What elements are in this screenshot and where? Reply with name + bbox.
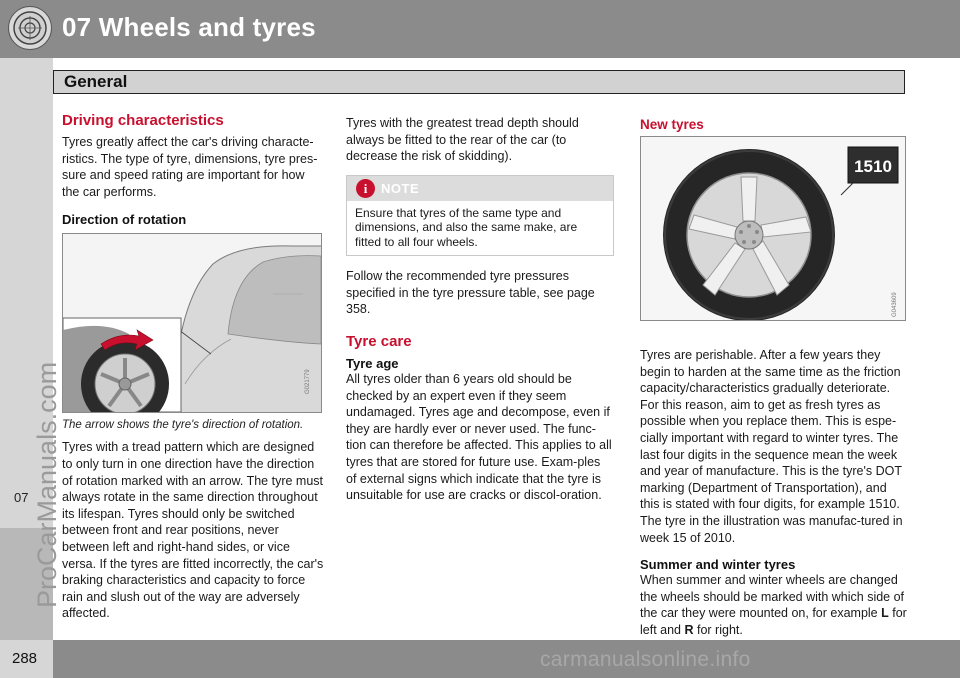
paragraph-direction-of-rotation: Tyres with a tread pattern which are designed to only turn in one direction have the direction of rotation marked with an arrow. The tyre must always rotate in the same direction throughout its lifespan. Tyres should only be switched between front and rear positions, never between left and right-hand sides, or vice versa. If the tyres are fitted incorrectly, the car's braking characteristics and capacity to force rain and slush out of the way are adversely affected. [62, 440, 324, 621]
figure-rotation-illustration [62, 233, 322, 413]
paragraph-tyre-pressures: Follow the recommended tyre pressures specified in the tyre pressure table, see page 358. [346, 269, 595, 317]
paragraph-new-tyres: Tyres are perishable. After a few years they begin to harden at the same time as the friction capacity/characteristics gradually deteriorate. For this reason, aim to get as fresh tyres as possible when you replace them. This is espe-cially important with regard to winter tyres. The last four digits in the sequence mean the week and year of manufacture. This is the tyre's DOT marking (Department of Transportation), and this is stated with four digits, for example 1510. The tyre in the illustration was manufac-tured in week 15 of 2010. [640, 348, 903, 545]
info-icon: i [356, 179, 375, 198]
heading-direction-of-rotation: Direction of rotation [62, 212, 187, 228]
paragraph-intro: Tyres greatly affect the car's driving characte-ristics. The type of tyre, dimensions, tyre pres-sure and speed rating are important for how the car performs. [62, 135, 318, 199]
paragraph-tyre-age: All tyres older than 6 years old should be checked by an expert even if they seem undamaged. Tyres age and decompose, even if they are hardly ever or never used. The func-tion can therefore be affected. This applies to all tyres that are stored for future use. Exam-ples of external signs which indicate that the tyre is unsuitable for use are cracks or discol-oration. [346, 372, 612, 503]
note-title: NOTE [381, 180, 420, 196]
side-tab-chapter-number: 07 [14, 490, 29, 505]
page-footer [0, 640, 960, 678]
figure-caption: The arrow shows the tyre's direction of rotation. [62, 419, 304, 432]
heading-driving-characteristics: Driving characteristics [62, 112, 224, 129]
figure-new-tyre-illustration [640, 136, 906, 321]
section-title-bar [53, 70, 905, 94]
note-box [346, 175, 614, 257]
note-body: Ensure that tyres of the same type and dimensions, and also the same make, are fitted to all four wheels. [355, 205, 578, 249]
section-title: General [64, 72, 128, 91]
tyre-wheel-illustration [641, 137, 906, 321]
column-2 [346, 115, 614, 504]
label-left: L [881, 606, 889, 621]
heading-summer-winter-tyres: Summer and winter tyres [640, 557, 796, 573]
vertical-watermark: ProCarManuals.com [32, 361, 62, 608]
brand-logo-icon [8, 6, 52, 50]
chapter-header [0, 0, 960, 58]
label-right: R [684, 622, 694, 637]
heading-tyre-care: Tyre care [346, 333, 412, 351]
figure-code: G021779 [305, 369, 311, 395]
column-3 [640, 117, 908, 639]
figure-code: G043609 [892, 292, 898, 317]
heading-new-tyres: New tyres [640, 117, 704, 132]
chapter-title: 07 Wheels and tyres [62, 12, 316, 42]
car-and-wheel-illustration [63, 234, 322, 413]
dot-label: 1510 [854, 157, 892, 176]
heading-tyre-age: Tyre age [346, 356, 399, 372]
footer-watermark: carmanualsonline.info [540, 648, 751, 671]
paragraph-summer-winter: When summer and winter wheels are changed the wheels should be marked with which side of the car they were mounted on, for example L for left and R for right. [640, 573, 907, 637]
side-tab-strip [0, 58, 62, 640]
column-1 [62, 112, 324, 622]
note-header [347, 176, 613, 201]
paragraph-tread-depth: Tyres with the greatest tread depth should always be fitted to the rear of the car (to decrease the risk of skidding). [346, 116, 579, 164]
page-number: 288 [12, 650, 38, 667]
